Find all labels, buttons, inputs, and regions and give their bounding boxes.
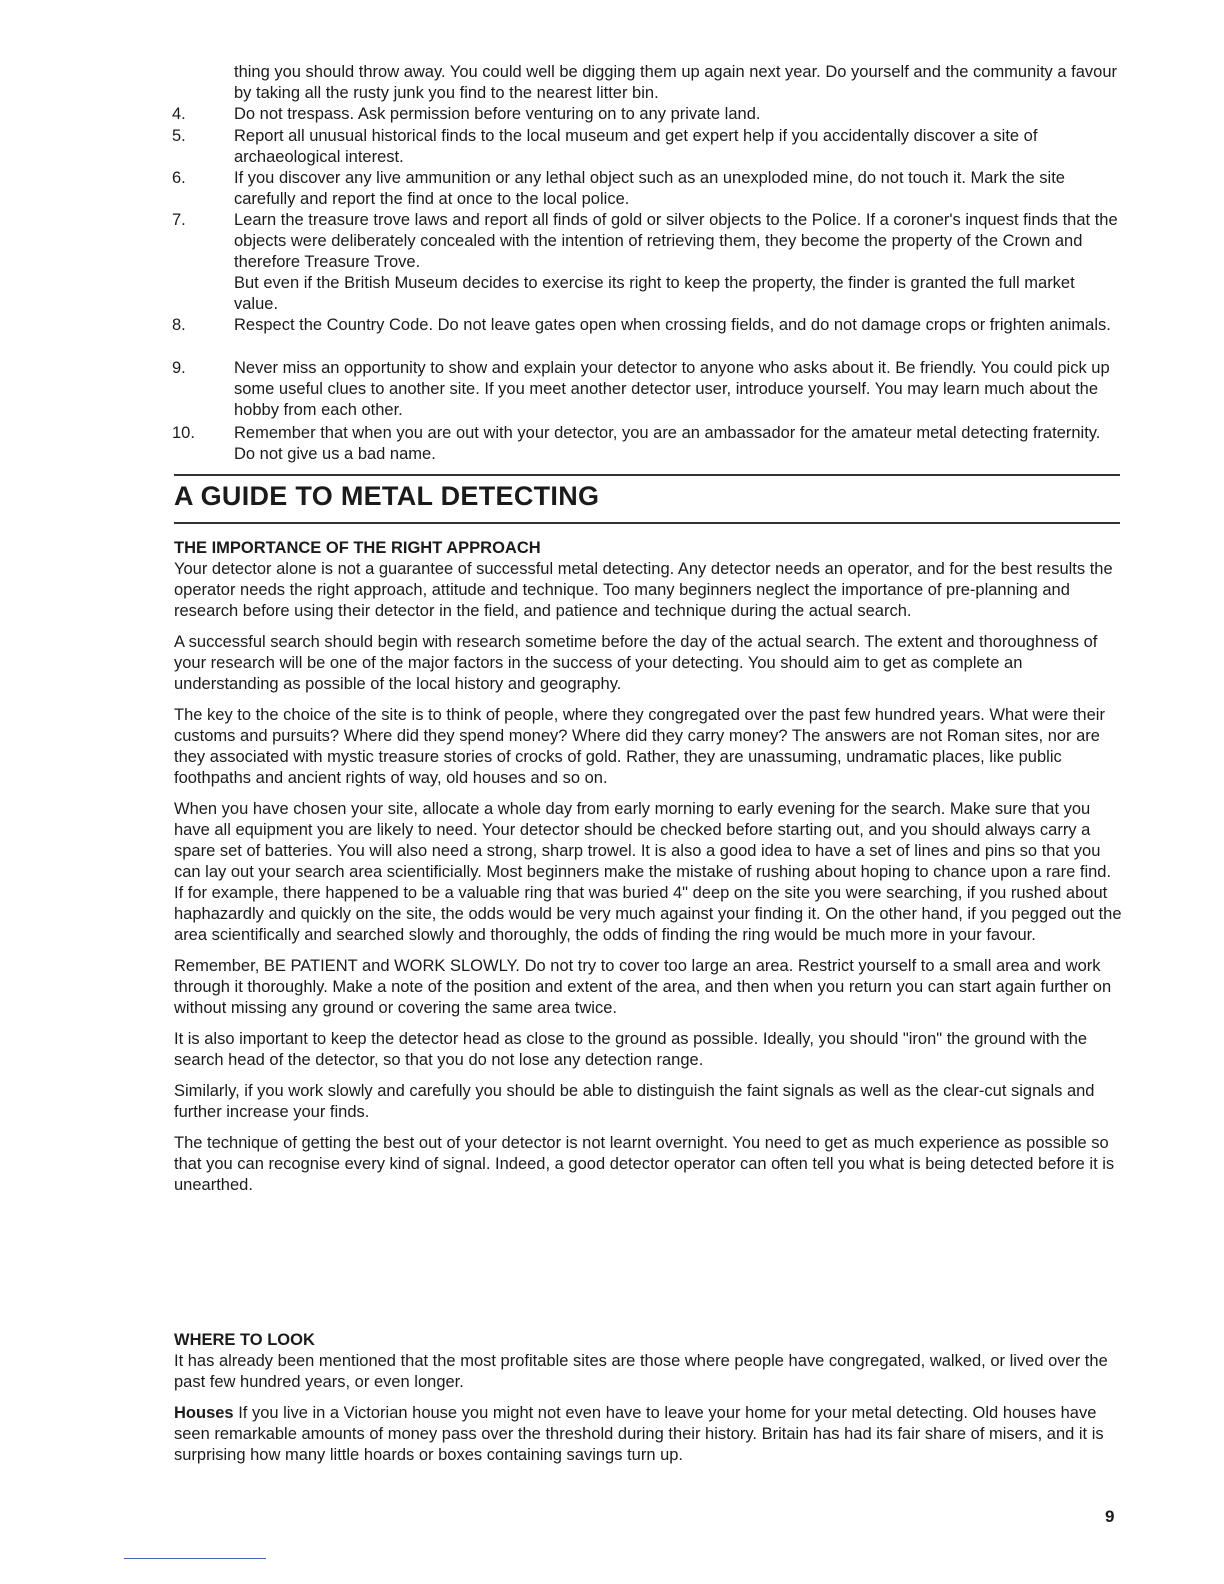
section-where-to-look xyxy=(174,1330,1122,1476)
rule-item xyxy=(172,126,1122,168)
rule-number: 4. xyxy=(172,105,186,123)
rule-item xyxy=(172,358,1122,421)
rule-text: Learn the treasure trove laws and report all finds of gold or silver objects to the Police. If a coroner's inquest finds that the objects were deliberately concealed with the intention of retrieving them, they become the property of the Crown and therefore Treasure Trove. xyxy=(234,211,1118,271)
section-heading: WHERE TO LOOK xyxy=(174,1331,315,1349)
paragraph: A successful search should begin with research sometime before the day of the actual search. The extent and thoroughness of your research will be one of the major factors in the success of your detecting. You should aim to get as complete an understanding as possible of the local history and geography. xyxy=(174,633,1098,693)
paragraph: The key to the choice of the site is to think of people, where they congregated over the past few hundred years. What were their customs and pursuits? Where did they spend money? Where did they carry money? The answers are not Roman sites, nor are they associated with mystic treasure stories of crocks of gold. Rather, they are unassuming, undramatic places, like public foothpaths and ancient rights of way, old houses and so on. xyxy=(174,706,1105,787)
rule-text-continued: But even if the British Museum decides to exercise its right to keep the property, the finder is granted the full market value. xyxy=(234,274,1075,313)
houses-text: If you live in a Victorian house you might not even have to leave your home for your metal detecting. Old houses have seen remarkable amounts of money pass over the threshold during their history. Britain has had its fair share of misers, and it is surprising how many little hoards or boxes containing savings turn up. xyxy=(174,1404,1104,1464)
rule-item xyxy=(172,168,1122,210)
section-heading: THE IMPORTANCE OF THE RIGHT APPROACH xyxy=(174,539,541,557)
continued-rule-text: thing you should throw away. You could well be digging them up again next year. Do yourself and the community a favour by taking all the rusty junk you find to the nearest litter bin. xyxy=(234,63,1117,102)
rule-text: Remember that when you are out with your detector, you are an ambassador for the amateur metal detecting fraternity. Do not give us a bad name. xyxy=(234,424,1101,463)
paragraph-houses xyxy=(174,1403,1122,1466)
paragraph: The technique of getting the best out of your detector is not learnt overnight. You need to get as much experience as possible so that you can recognise every kind of signal. Indeed, a good detector operator can often tell you what is being detected before it is unearthed. xyxy=(174,1134,1115,1194)
rule-number: 10. xyxy=(172,424,195,442)
rule-number: 5. xyxy=(172,127,186,145)
paragraph: It is also important to keep the detector head as close to the ground as possible. Ideally, you should "iron" the ground with the search head of the detector, so that you do not lose any detection range. xyxy=(174,1030,1088,1069)
rule-item xyxy=(172,210,1122,315)
footer-line xyxy=(124,1558,266,1559)
divider-top xyxy=(174,474,1120,476)
rule-number: 8. xyxy=(172,316,186,334)
page-number: 9 xyxy=(1105,1507,1115,1526)
rule-text: Respect the Country Code. Do not leave gates open when crossing fields, and do not damage crops or frighten animals. xyxy=(234,316,1111,334)
rule-item xyxy=(172,423,1122,465)
paragraph: When you have chosen your site, allocate a whole day from early morning to early evening for the search. Make sure that you have all equipment you are likely to need. Your detector should be checked before starting out, and you should always carry a spare set of batteries. You will also need a strong, sharp trowel. It is also a good idea to have a set of lines and pins so that you can lay out your search area scientificially. Most beginners make the mistake of rushing about hoping to chance upon a rare find. If for example, there happened to be a valuable ring that was buried 4" deep on the site you were searching, if you rushed about haphazardly and quickly on the site, the odds would be very much against your finding it. On the other hand, if you pegged out the area scientifically and searched slowly and thoroughly, the odds of finding the ring would be much more in your favour. xyxy=(174,800,1122,944)
rule-text: Do not trespass. Ask permission before venturing on to any private land. xyxy=(234,105,761,123)
rule-text: Never miss an opportunity to show and explain your detector to anyone who asks about it. Be friendly. You could pick up some useful clues to another site. If you meet another detector user, introduce yourself. You may learn much about the hobby from each other. xyxy=(234,359,1110,419)
paragraph: Your detector alone is not a guarantee of successful metal detecting. Any detector needs an operator, and for the best results the operator needs the right approach, attitude and technique. Too many beginners neglect the importance of pre-planning and research before using their detector in the field, and patience and technique during the actual search. xyxy=(174,560,1113,620)
divider-bottom xyxy=(174,522,1120,524)
section-right-approach xyxy=(174,538,1122,1206)
rule-number: 7. xyxy=(172,211,186,229)
rule-text: If you discover any live ammunition or any lethal object such as an unexploded mine, do not touch it. Mark the site carefully and report the find at once to the local police. xyxy=(234,169,1065,208)
rule-text: Report all unusual historical finds to the local museum and get expert help if you accidentally discover a site of archaeological interest. xyxy=(234,127,1038,166)
rule-item xyxy=(172,104,1122,125)
paragraph: Similarly, if you work slowly and carefully you should be able to distinguish the faint signals as well as the clear-cut signals and further increase your finds. xyxy=(174,1082,1095,1121)
paragraph: It has already been mentioned that the most profitable sites are those where people have congregated, walked, or lived over the past few hundred years, or even longer. xyxy=(174,1352,1108,1391)
houses-label: Houses xyxy=(174,1404,234,1422)
guide-title: A GUIDE TO METAL DETECTING xyxy=(174,481,600,511)
rule-item xyxy=(172,315,1122,336)
rule-number: 6. xyxy=(172,169,186,187)
rule-number: 9. xyxy=(172,359,186,377)
paragraph: Remember, BE PATIENT and WORK SLOWLY. Do not try to cover too large an area. Restrict yourself to a small area and work through it thoroughly. Make a note of the position and extent of the area, and then when you return you can start again further on without missing any ground or covering the same area twice. xyxy=(174,957,1112,1017)
